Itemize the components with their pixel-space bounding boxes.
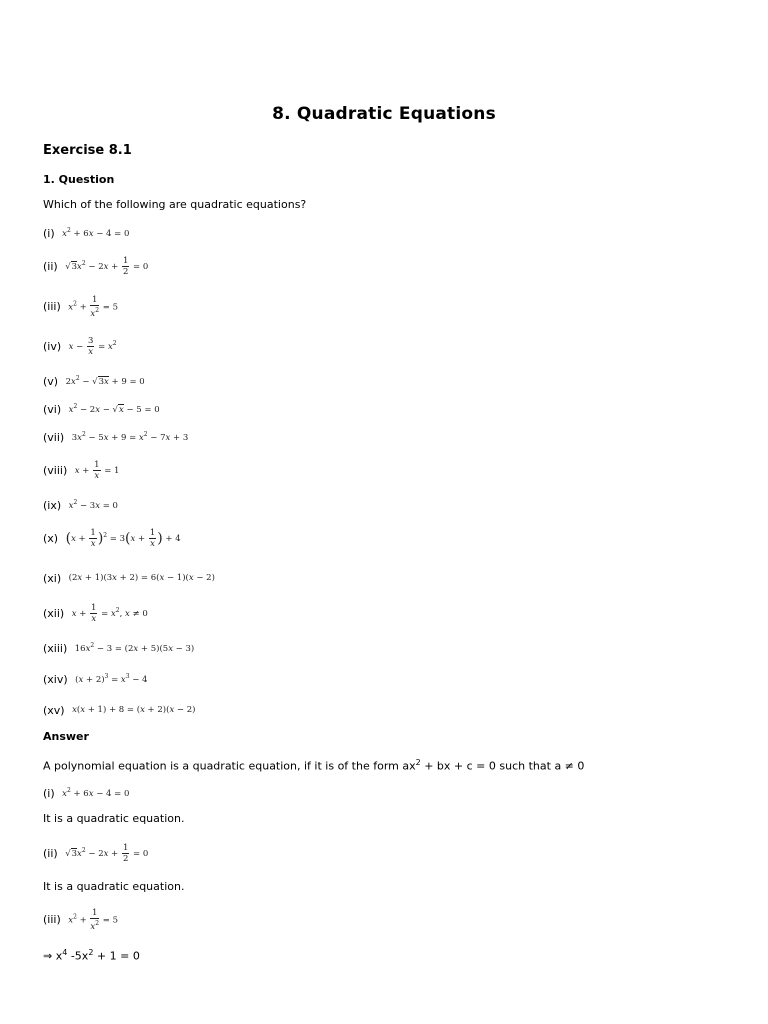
item-label: (ii) <box>43 847 58 860</box>
chapter-title: 8. Quadratic Equations <box>272 104 496 124</box>
equation: $x^2 + 6x - 4 = 0$ <box>62 787 130 799</box>
item-label: (ii) <box>43 260 58 273</box>
answer-item <box>43 843 148 864</box>
exercise-heading: Exercise 8.1 <box>43 143 132 158</box>
question-item <box>43 336 117 357</box>
item-label: (i) <box>43 226 55 240</box>
item-label: (v) <box>43 374 59 388</box>
equation: x + $\frac{1}{x}$ = $x^2$, x ≠ 0 <box>71 603 148 624</box>
question-item <box>43 430 188 444</box>
question-item <box>43 402 160 416</box>
question-item <box>43 703 195 717</box>
answer-intro: A polynomial equation is a quadratic equation, if it is of the form $ax^2$ + bx + c = 0 such that a ≠ 0 <box>43 758 585 773</box>
question-item <box>43 603 148 624</box>
item-label: (xiv) <box>43 672 68 686</box>
question-item <box>43 374 145 388</box>
equation: $16x^2 - 3 = (2x + 5)(5x - 3)$ <box>74 642 195 654</box>
question-item <box>43 460 119 481</box>
item-label: (xiii) <box>43 641 68 655</box>
equation: $(x + 2)^3 = x^3 - 4$ <box>75 673 148 685</box>
item-label: (vi) <box>43 402 62 416</box>
equation: $3x^2 - 5x + 9 = x^2 - 7x + 3$ <box>71 431 189 443</box>
question-item <box>43 295 118 319</box>
item-label: (iii) <box>43 913 61 927</box>
equation: $√3x^2 - 2x$ + $\frac{1}{2}$ = 0 <box>65 843 149 864</box>
equation: x(x + 1) + 8 = (x + 2)(x − 2) <box>72 705 196 715</box>
item-label: (ix) <box>43 498 62 512</box>
equation: (x + $\frac{1}{x}$ )$^2$ = 3(x + $\frac{1}{x}$ ) + 4 <box>65 528 181 549</box>
question-item <box>43 571 215 585</box>
item-label: (viii) <box>43 464 68 477</box>
answer-verdict: It is a quadratic equation. <box>43 812 185 825</box>
item-label: (iv) <box>43 340 62 353</box>
equation: $x^2$ + $\frac{1}{x^2}$ = 5 <box>68 908 118 932</box>
answer-heading: Answer <box>43 730 89 743</box>
question-item <box>43 498 118 512</box>
equation: (2x + 1)(3x + 2) = 6(x − 1)(x − 2) <box>68 573 215 583</box>
item-label: (xi) <box>43 571 62 585</box>
answer-verdict: It is a quadratic equation. <box>43 880 185 893</box>
derived-equation: ⇒ $x^4$ $-5x^2 + 1 = 0$ <box>43 948 140 963</box>
item-label: (iii) <box>43 300 61 314</box>
equation: $x^2$ + $\frac{1}{x^2}$ = 5 <box>68 295 118 319</box>
equation: $x^2 - 3x = 0$ <box>68 499 118 511</box>
question-item <box>43 256 148 277</box>
equation: $x^2 + 6x - 4 = 0$ <box>62 227 130 239</box>
item-label: (xii) <box>43 607 65 620</box>
item-label: (x) <box>43 532 59 545</box>
item-label: (xv) <box>43 703 65 717</box>
question-heading: 1. Question <box>43 173 115 186</box>
answer-item <box>43 908 118 932</box>
question-item <box>43 528 181 549</box>
item-label: (vii) <box>43 430 65 444</box>
equation: $x^2 - 2x - √x - 5 = 0$ <box>68 403 160 415</box>
question-item <box>43 641 194 655</box>
equation: x − $\frac{3}{x}$ = $x^2$ <box>68 336 117 357</box>
equation: x + $\frac{1}{x}$ = 1 <box>74 460 120 481</box>
equation: $2x^2 - √3x + 9 = 0$ <box>65 375 145 387</box>
question-item <box>43 226 129 240</box>
question-item <box>43 672 147 686</box>
item-label: (i) <box>43 786 55 800</box>
question-text: Which of the following are quadratic equations? <box>43 198 307 211</box>
answer-item <box>43 786 129 800</box>
equation: $√3x^2 - 2x$ + $\frac{1}{2}$ = 0 <box>65 256 149 277</box>
